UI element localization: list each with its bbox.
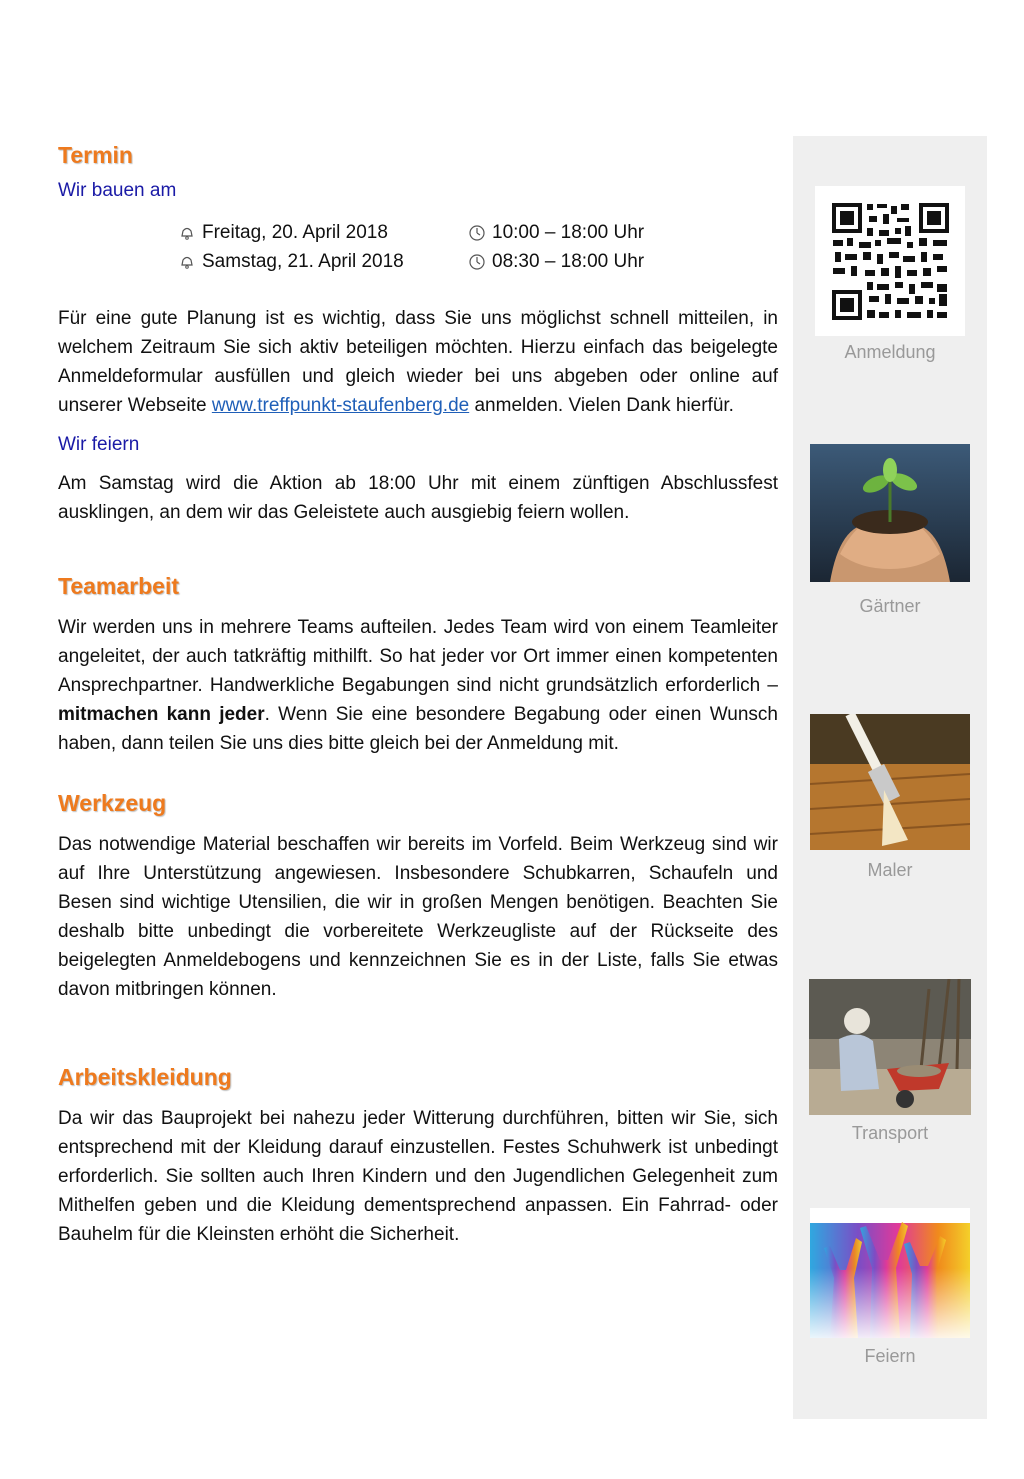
sidebar-item-transport[interactable]	[793, 979, 987, 1144]
werkzeug-paragraph: Das notwendige Material beschaffen wir bereits im Vorfeld. Beim Werkzeug sind wir auf Ihre Unterstützung angewiesen. Insbesondere Schubkarren, Schaufeln und Besen sind wichtige Utensilien, die wir in großen Mengen benötigen. Beachten Sie deshalb bitte unbedingt die vorbereitete Werkzeugliste auf der Rückseite des beigelegten Anmeldebogens und kennzeichnen Sie es in der Liste, falls Sie etwas davon mitbringen können.	[58, 834, 778, 1000]
time-text: 08:30 – 18:00 Uhr	[492, 251, 645, 272]
section-heading-werkzeug: Werkzeug	[58, 790, 167, 816]
date-text: Samstag, 21. April 2018	[202, 251, 404, 272]
termin-paragraph	[58, 304, 778, 420]
sidebar-item-gaertner[interactable]	[793, 444, 987, 617]
sidebar-caption: Maler	[867, 860, 913, 880]
sidebar-item-maler[interactable]	[793, 714, 987, 881]
sidebar-item-anmeldung[interactable]	[793, 186, 987, 363]
sidebar-item-feiern[interactable]	[793, 1208, 987, 1367]
wheelbarrow-child-image	[809, 979, 971, 1115]
teamarbeit-text-end: . Wenn Sie eine besondere Begabung oder einen Wunsch haben, dann teilen Sie uns dies bitte gleich bei der Anmeldung mit.	[58, 704, 779, 754]
qr-code-icon[interactable]	[815, 186, 965, 336]
teamarbeit-text-start: Wir werden uns in mehrere Teams aufteilen. Jedes Team wird von einem Teamleiter angeleitet, der auch tatkräftig mithilft. So hat jeder vor Ort immer einen kompetenten Ansprechpartner. Handwerkliche Begabungen sind nicht grundsätzlich erforderlich –	[58, 617, 778, 696]
section-heading-termin: Termin	[58, 142, 133, 168]
bell-icon	[178, 253, 196, 271]
website-link[interactable]: www.treffpunkt-staufenberg.de	[211, 395, 470, 416]
main-content	[58, 140, 778, 1249]
sidebar-caption: Gärtner	[859, 596, 921, 616]
sidebar	[793, 136, 987, 1419]
clock-icon	[468, 253, 486, 271]
section-heading-arbeitskleidung: Arbeitskleidung	[58, 1064, 232, 1090]
teamarbeit-bold-text: mitmachen kann jeder	[58, 704, 265, 725]
subheading-wir-bauen-am: Wir bauen am	[58, 180, 177, 201]
dates-list	[178, 218, 778, 276]
teamarbeit-paragraph	[58, 613, 778, 758]
paintbrush-image	[810, 714, 970, 850]
bell-icon	[178, 224, 196, 242]
termin-text-end: anmelden. Vielen Dank hierfür.	[469, 395, 734, 416]
sidebar-caption: Transport	[851, 1123, 929, 1143]
termin-text-start: Für eine gute Planung ist es wichtig, dass Sie uns möglichst schnell mitteilen, in welchem Zeitraum Sie sich aktiv beteiligen möchten. Hierzu einfach das beigelegte Anmeldeformular ausfüllen und gleich wieder bei uns abgeben oder online auf unserer Webseite	[58, 308, 778, 416]
date-text: Freitag, 20. April 2018	[202, 222, 388, 243]
date-row	[178, 218, 778, 247]
time-text: 10:00 – 18:00 Uhr	[492, 222, 645, 243]
celebration-crowd-image	[810, 1208, 970, 1338]
subheading-wir-feiern: Wir feiern	[58, 434, 140, 455]
clock-icon	[468, 224, 486, 242]
arbeitskleidung-paragraph: Da wir das Bauprojekt bei nahezu jeder Witterung durchführen, bitten wir Sie, sich entsprechend mit der Kleidung darauf einzustellen. Festes Schuhwerk ist unbedingt erforderlich. Sie sollten auch Ihren Kindern und den Jugendlichen Gelegenheit zum Mithelfen geben und die Kleidung dementsprechend anpassen. Ein Fahrrad- oder Bauhelm für die Kleinsten erhöht die Sicherheit.	[58, 1108, 778, 1245]
feiern-paragraph: Am Samstag wird die Aktion ab 18:00 Uhr mit einem zünftigen Abschlussfest ausklingen, an dem wir das Geleistete auch ausgiebig feiern wollen.	[58, 473, 778, 523]
date-row	[178, 247, 778, 276]
sidebar-caption: Anmeldung	[844, 342, 936, 362]
sidebar-caption: Feiern	[864, 1346, 916, 1366]
section-heading-teamarbeit: Teamarbeit	[58, 573, 180, 599]
plant-hands-image	[810, 444, 970, 582]
